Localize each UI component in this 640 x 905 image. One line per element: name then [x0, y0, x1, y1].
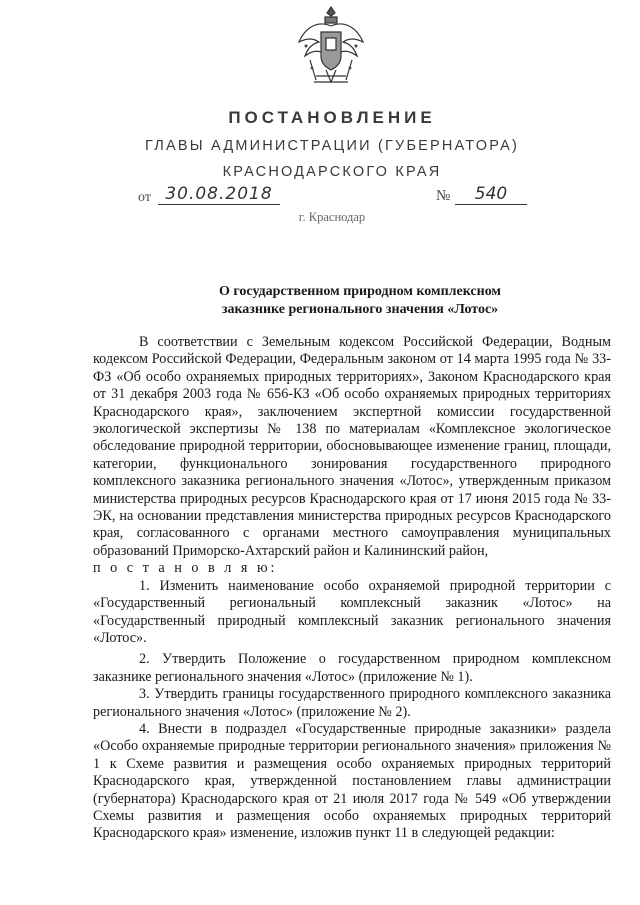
document-type-heading: ПОСТАНОВЛЕНИЕ	[228, 108, 436, 127]
issuer-heading: ГЛАВЫ АДМИНИСТРАЦИИ (ГУБЕРНАТОРА)	[145, 138, 519, 154]
document-body	[93, 334, 611, 843]
item-3-paragraph: 3. Утвердить границы государственного природного комплексного заказника регионального значения «Лотос» (приложение № 2).	[93, 686, 611, 720]
item-1-paragraph: 1. Изменить наименование особо охраняемой природной территории с «Государственный региональный комплексный заказник «Лотос» на «Государственный природный комплексный заказник регионального значения «Лотос».	[93, 577, 611, 646]
number-label: №	[436, 188, 451, 204]
coat-of-arms-emblem	[296, 4, 366, 88]
item-2-paragraph: 2. Утвердить Положение о государственном природном комплексном заказнике регионального значения «Лотос» (приложение № 1).	[93, 651, 611, 685]
decree-word: п о с т а н о в л я ю:	[93, 560, 278, 577]
document-title-line-1: О государственном природном комплексном	[219, 284, 501, 299]
date-label: от	[138, 190, 151, 205]
document-title	[150, 283, 570, 319]
item-4-paragraph: 4. Внести в подраздел «Государственные природные заказники» раздела «Особо охраняемые природные территории регионального значения» приложения № 1 к Схеме развития и размещения особо охраняемых природных территорий Краснодарского края, утвержденной постановлением главы администрации (губернатора) Краснодарского края от 21 июля 2017 года № 549 «Об утверждении Схемы развития и размещения особо охраняемых природных территорий Краснодарского края» изменение, изложив пункт 11 в следующей редакции:	[93, 720, 611, 842]
preamble-paragraph: В соответствии с Земельным кодексом Российской Федерации, Водным кодексом Российской Федерации, Федеральным законом от 14 марта 1995 года № 33-ФЗ «Об особо охраняемых природных территориях», Законом Краснодарского края от 31 декабря 2003 года № 656-КЗ «Об особо охраняемых природных территориях Краснодарского края», заключением экспертной комиссии государственной экологической экспертизы № 138 по материалам «Комплексное экологическое обследование природной территории, обосновывающее изменение границ, площади, категории, функционального зонирования государственного природного комплексного заказника регионального значения «Лотос», утвержденным приказом министерства природных ресурсов Краснодарского края от 17 июня 2015 года № 33-ЭК, на основании представления министерства природных ресурсов Краснодарского края, согласованного с органами местного самоуправления муниципальных образований Приморско-Ахтарский район и Калининский район,	[93, 334, 611, 559]
document-date: 30.08.2018	[158, 184, 280, 205]
document-title-line-2: заказнике регионального значения «Лотос»	[221, 302, 499, 317]
region-heading: КРАСНОДАРСКОГО КРАЯ	[222, 164, 442, 180]
city-label: г. Краснодар	[298, 210, 366, 224]
document-number: 540	[455, 184, 527, 205]
